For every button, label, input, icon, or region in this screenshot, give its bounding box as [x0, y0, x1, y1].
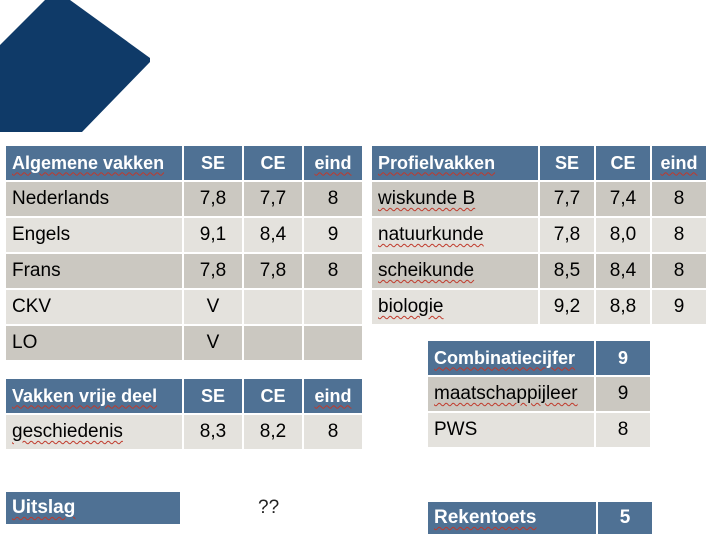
subject-name: PWS [428, 413, 594, 447]
table-row [372, 182, 706, 216]
grade-eind [304, 326, 362, 360]
corner-decoration [0, 0, 150, 132]
subject-name: maatschappijleer [434, 383, 578, 404]
table-row [6, 326, 362, 360]
grade-se: V [184, 326, 242, 360]
header-se: SE [540, 146, 594, 180]
table-row [6, 182, 362, 216]
header-eind: eind [314, 385, 352, 406]
grade-ce: 8,0 [596, 218, 650, 252]
rekentoets-label-cell [428, 502, 596, 534]
table-row [372, 290, 706, 324]
grade: 8 [596, 413, 650, 447]
table-header [6, 146, 362, 180]
table-header [372, 146, 706, 180]
grade-eind: 8 [652, 218, 706, 252]
header-se: SE [184, 146, 242, 180]
uitslag-label: Uitslag [12, 497, 76, 518]
grade-ce: 8,4 [244, 218, 302, 252]
grade-ce: 8,8 [596, 290, 650, 324]
grade-eind: 9 [652, 290, 706, 324]
grade-eind [304, 290, 362, 324]
subject-name: biologie [378, 296, 444, 317]
uitslag-label-box [6, 492, 180, 524]
table-row [6, 218, 362, 252]
header-ce: CE [244, 379, 302, 413]
grade-ce [244, 326, 302, 360]
grade-ce: 8,4 [596, 254, 650, 288]
algemene-vakken-table [4, 144, 364, 362]
grade-se: 9,2 [540, 290, 594, 324]
grade-eind: 8 [304, 182, 362, 216]
table-row [372, 218, 706, 252]
grade-se: 7,8 [184, 254, 242, 288]
grade-eind: 8 [652, 254, 706, 288]
header-grade: 9 [596, 341, 650, 375]
subject-name: Engels [6, 218, 182, 252]
grade-se: 7,7 [540, 182, 594, 216]
rekentoets-row [428, 502, 652, 534]
subject-name: Nederlands [6, 182, 182, 216]
grade-ce: 8,2 [244, 415, 302, 449]
header-label: Vakken vrije deel [12, 385, 158, 406]
header-ce: CE [244, 146, 302, 180]
grade-eind: 9 [304, 218, 362, 252]
subject-name: geschiedenis [12, 421, 123, 442]
table-row [6, 254, 362, 288]
table-row [428, 377, 650, 411]
subject-name: natuurkunde [378, 224, 484, 245]
grade-se: 8,5 [540, 254, 594, 288]
combinatiecijfer-table [426, 339, 652, 449]
header-label: Combinatiecijfer [434, 347, 576, 368]
header-label: Algemene vakken [12, 152, 165, 173]
subject-name: LO [6, 326, 182, 360]
table-header [6, 379, 362, 413]
header-se: SE [184, 379, 242, 413]
table-row [6, 415, 362, 449]
table-row [428, 413, 650, 447]
grade-se: 9,1 [184, 218, 242, 252]
header-ce: CE [596, 146, 650, 180]
grade: 9 [596, 377, 650, 411]
subject-name: CKV [6, 290, 182, 324]
profielvakken-table [370, 144, 708, 326]
table-row [372, 254, 706, 288]
rekentoets-value: 5 [598, 502, 652, 534]
uitslag-value: ?? [258, 497, 280, 518]
grade-se: 7,8 [540, 218, 594, 252]
table-header [428, 341, 650, 375]
table-row [6, 290, 362, 324]
subject-name: scheikunde [378, 260, 475, 281]
grade-ce: 7,4 [596, 182, 650, 216]
grade-ce: 7,7 [244, 182, 302, 216]
grade-ce [244, 290, 302, 324]
header-eind: eind [660, 152, 698, 173]
subject-name: wiskunde B [378, 188, 476, 209]
grade-se: 7,8 [184, 182, 242, 216]
grade-eind: 8 [304, 415, 362, 449]
grade-ce: 7,8 [244, 254, 302, 288]
grade-eind: 8 [652, 182, 706, 216]
header-eind: eind [314, 152, 352, 173]
grade-se: V [184, 290, 242, 324]
rekentoets-label: Rekentoets [434, 507, 537, 528]
vrije-deel-table [4, 377, 364, 451]
grade-se: 8,3 [184, 415, 242, 449]
subject-name: Frans [6, 254, 182, 288]
grade-eind: 8 [304, 254, 362, 288]
header-label: Profielvakken [378, 152, 496, 173]
